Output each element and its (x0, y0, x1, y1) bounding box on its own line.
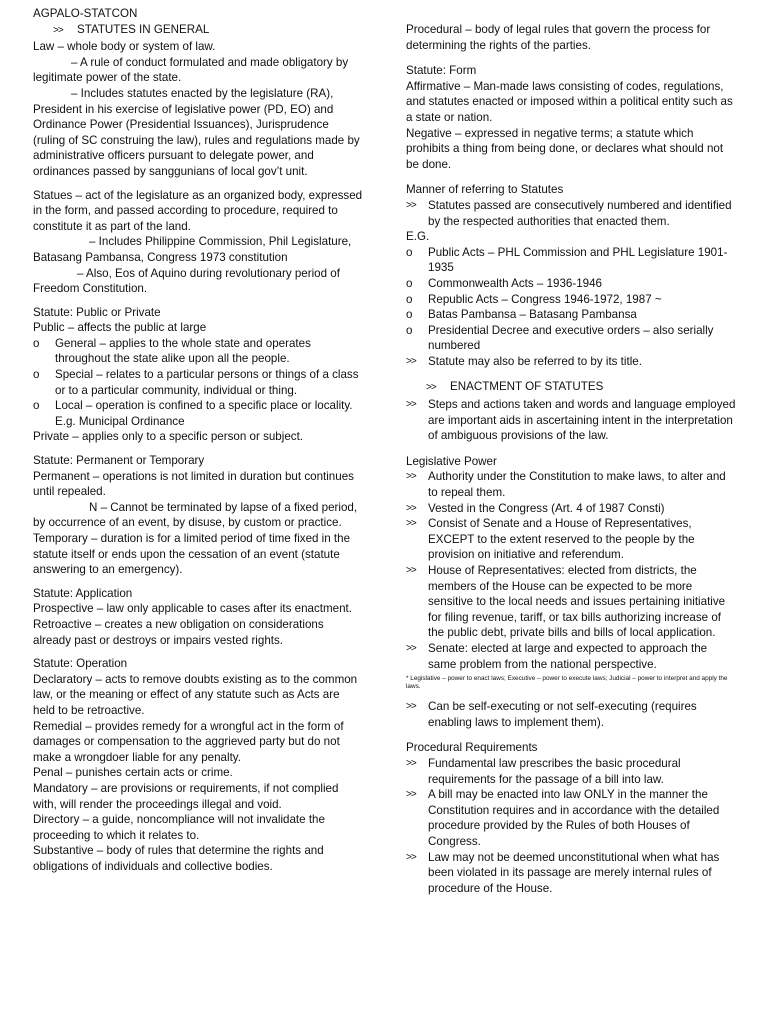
double-arrow-bullet-icon: >> (426, 382, 436, 394)
double-arrow-bullet-icon: >> (406, 789, 416, 801)
heading-form: Statute: Form (406, 64, 477, 78)
operation-definition: Declaratory – acts to remove doubts existing as to the common law, or the meaning or effect of any statute such as Acts are held to be retroactive. (33, 672, 358, 717)
statues-definition: Statues – act of the legislature as an organized body, expressed in the form, and passed according to procedure, required to constitute it as part of the land. (33, 188, 363, 233)
double-arrow-bullet-icon: >> (53, 24, 63, 36)
list-item: >> House of Representatives: elected from districts, the members of the House can be expected to be more sensitive to the local needs and issues pertaining initiative for filing revenue, tariff, or tax bills authorizing increase of the public debt, private bills and bills of local application. (406, 564, 726, 640)
double-arrow-bullet-icon: >> (406, 399, 416, 411)
circle-bullet-icon: o (406, 276, 413, 290)
operation-definition: Substantive – body of rules that determine the rights and obligations of individuals and collective bodies. (33, 844, 324, 873)
circle-bullet-icon: o (406, 308, 413, 322)
list-item: o Local – operation is confined to a specific place or locality. E.g. Municipal Ordinance (33, 399, 353, 428)
eg-label: E.G. (406, 230, 430, 244)
list-item: >> A bill may be enacted into law ONLY in the manner the Constitution requires and in accordance with the detailed procedure provided by the Rules of both Houses of Congress. (406, 788, 720, 848)
heading-application: Statute: Application (33, 586, 133, 600)
negative-definition: Negative – expressed in negative terms; a statute which prohibits a thing from being done, or declares what should not be done. (406, 126, 724, 171)
heading-permanent-or-temporary: Statute: Permanent or Temporary (33, 454, 205, 468)
double-arrow-bullet-icon: >> (406, 355, 416, 367)
list-item: >> Consist of Senate and a House of Representatives, EXCEPT to the extent reserved to the people by the provision on initiative and referendum. (406, 517, 695, 562)
permanent-definition: Permanent – operations is not limited in duration but continues until repealed. (33, 469, 354, 499)
affirmative-definition: Affirmative – Man-made laws consisting of codes, regulations, and statutes enacted or imposed within a political entity such as a state or nation. (406, 79, 733, 124)
section-heading-statutes-in-general: >> STATUTES IN GENERAL (33, 22, 363, 39)
retroactive-definition: Retroactive – creates a new obligation on considerations already past or destroys or impairs vested rights. (33, 617, 324, 647)
double-arrow-bullet-icon: >> (406, 642, 416, 654)
list-item: o Batas Pambansa – Batasang Pambansa (406, 308, 637, 322)
double-arrow-bullet-icon: >> (406, 565, 416, 576)
heading-procedural-requirements: Procedural Requirements (406, 741, 538, 755)
heading-operation: Statute: Operation (33, 657, 128, 671)
double-arrow-bullet-icon: >> (406, 471, 416, 483)
list-item: o Presidential Decree and executive orders – also serially numbered (406, 323, 714, 353)
left-column (33, 6, 363, 874)
statues-definition: – Also, Eos of Aquino during revolutionary period of Freedom Constitution. (33, 266, 340, 296)
private-definition: Private – applies only to a specific person or subject. (33, 430, 304, 444)
double-arrow-bullet-icon: >> (406, 701, 416, 713)
prospective-definition: Prospective – law only applicable to cases after its enactment. (33, 602, 352, 616)
double-arrow-bullet-icon: >> (406, 757, 416, 769)
circle-bullet-icon: o (406, 292, 413, 306)
list-item: >> Authority under the Constitution to make laws, to alter and to repeal them. (406, 470, 726, 500)
double-arrow-bullet-icon: >> (406, 199, 416, 211)
list-item: >> Statutes passed are consecutively numbered and identified by the respected authorities that enacted them. (406, 198, 732, 228)
circle-bullet-icon: o (406, 323, 413, 337)
document-title: AGPALO-STATCON (33, 7, 138, 20)
procedural-definition: Procedural – body of legal rules that govern the process for determining the rights of the parties. (406, 23, 711, 52)
public-definition: Public – affects the public at large (33, 321, 207, 335)
heading-public-or-private: Statute: Public or Private (33, 305, 161, 319)
operation-definition: Mandatory – are provisions or requirements, if not complied with, will render the proceedings illegal and void. (33, 781, 339, 811)
list-item: >> Steps and actions taken and words and language employed are important aids in ascertaining intent in the interpretation of ambiguous provisions of the law. (406, 398, 736, 443)
list-item: o General – applies to the whole state and operates throughout the state alike upon all the people. (33, 336, 311, 366)
list-item: >> Senate: elected at large and expected to approach the same problem from the national perspective. (406, 641, 708, 671)
law-definition: Law – whole body or system of law. (33, 40, 216, 54)
double-arrow-bullet-icon: >> (406, 851, 416, 863)
list-item: >> Law may not be deemed unconstitutional when what has been violated in its passage are merely internal rules of procedure of the House. (406, 850, 720, 895)
temporary-definition: Temporary – duration is for a limited period of time fixed in the statute itself or ends upon the cessation of an event (statute answering to an emergency). (33, 532, 351, 577)
heading-legislative-power: Legislative Power (406, 454, 497, 468)
statues-definition: – Includes Philippine Commission, Phil Legislature, Batasang Pambansa, Congress 1973 constitution (33, 235, 352, 264)
list-item: >> Can be self-executing or not self-executing (requires enabling laws to implement them). (406, 700, 697, 729)
operation-definition: Penal – punishes certain acts or crime. (33, 766, 233, 780)
circle-bullet-icon: o (33, 399, 40, 413)
section-heading-enactment: >> ENACTMENT OF STATUTES (406, 379, 738, 396)
circle-bullet-icon: o (406, 245, 413, 259)
list-item: o Commonwealth Acts – 1936-1946 (406, 276, 603, 290)
heading-manner-of-referring: Manner of referring to Statutes (406, 183, 564, 197)
law-definition: – A rule of conduct formulated and made obligatory by legitimate power of the state. (33, 55, 349, 85)
list-item: o Public Acts – PHL Commission and PHL Legislature 1901-1935 (406, 245, 728, 275)
list-item: o Special – relates to a particular persons or things of a class or to a particular community, individual or thing. (33, 368, 359, 397)
operation-definition: Remedial – provides remedy for a wrongful act in the form of damages or compensation to the aggrieved party but do not make a wrongdoer liable for any penalty. (33, 719, 344, 764)
list-item: o Republic Acts – Congress 1946-1972, 1987 ~ (406, 292, 662, 306)
list-item: >> Vested in the Congress (Art. 4 of 1987 Consti) (406, 501, 665, 515)
double-arrow-bullet-icon: >> (406, 518, 416, 530)
law-definition: – Includes statutes enacted by the legislature (RA), President in his exercise of legislative power (PD, EO) and Ordinance Power (Presidential Issuances), Jurisprudence (ruling of SC construing the law), rules and regulations made by administrative officers pursuant to delegate power, and ordinances passed by sanggunians of local gov’t unit. (33, 86, 360, 178)
list-item: >> Statute may also be referred to by its title. (406, 354, 642, 368)
right-column (406, 6, 738, 896)
circle-bullet-icon: o (33, 368, 40, 382)
footnote: * Legislative – power to enact laws; Executive – power to execute laws; Judicial – power to interpret and apply the laws. (406, 675, 728, 691)
double-arrow-bullet-icon: >> (406, 502, 416, 514)
operation-definition: Directory – a guide, noncompliance will not invalidate the proceeding to which it relates to. (33, 813, 325, 842)
permanent-note: N – Cannot be terminated by lapse of a fixed period, by occurrence of an event, by disuse, by custom or practice. (33, 500, 358, 530)
list-item: >> Fundamental law prescribes the basic procedural requirements for the passage of a bill into law. (406, 756, 681, 786)
circle-bullet-icon: o (33, 336, 40, 350)
